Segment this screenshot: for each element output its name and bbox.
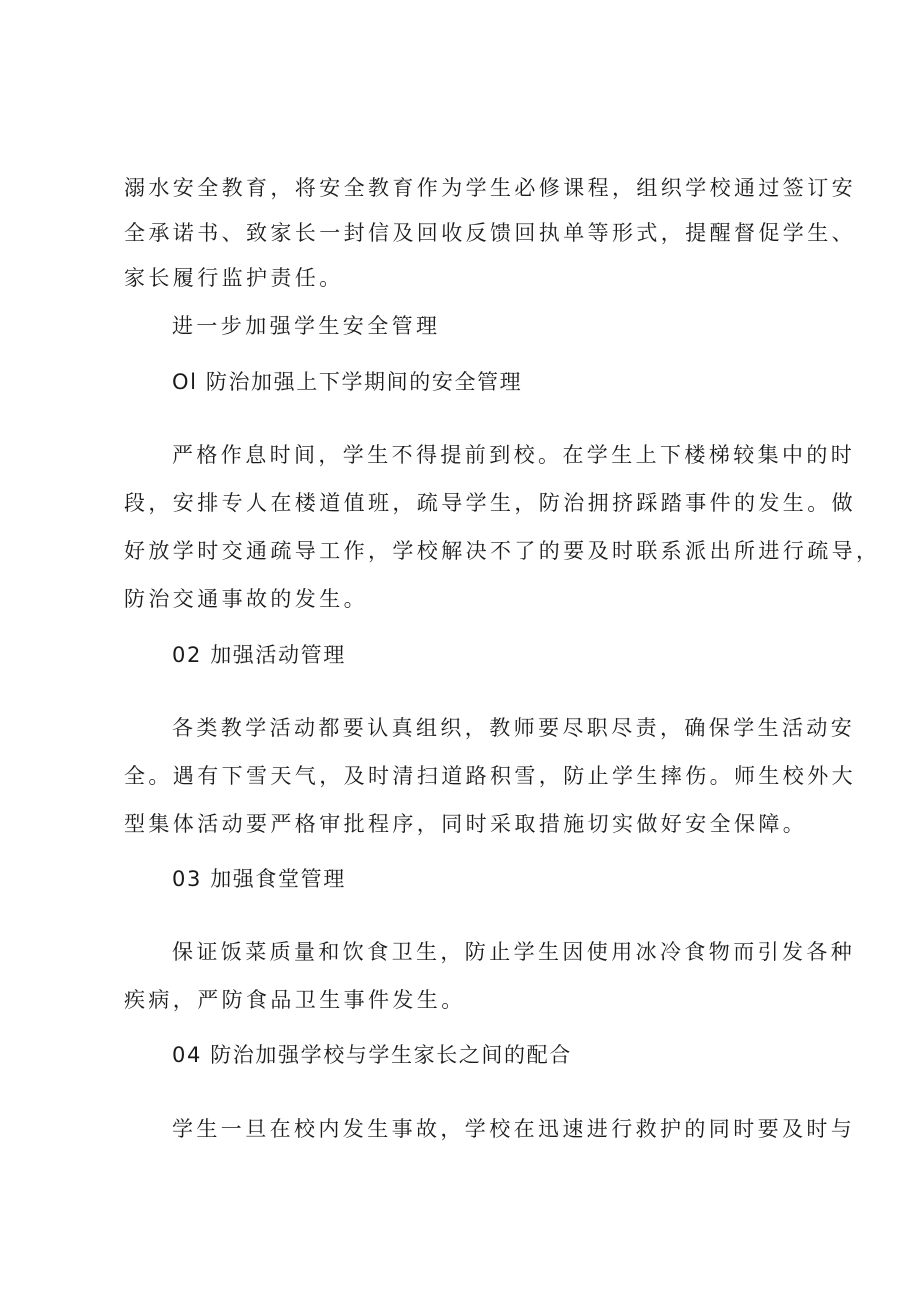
paragraph-line: 家长履行监护责任。 [124,266,344,290]
paragraph-line: 溺水安全教育，将安全教育作为学生必修课程，组织学校通过签订安 [124,176,856,200]
section-heading: 进一步加强学生安全管理 [172,314,441,338]
paragraph-line: 全承诺书、致家长一封信及回收反馈回执单等形式，提醒督促学生、 [124,221,856,245]
paragraph-line: 保证饭菜质量和饮食卫生，防止学生因使用冰冷食物而引发各种 [172,940,856,964]
paragraph-line: 段，安排专人在楼道值班，疏导学生，防治拥挤踩踏事件的发生。做 [124,491,856,515]
paragraph-line: 各类教学活动都要认真组织，教师要尽职尽责，确保学生活动安 [172,716,856,740]
paragraph-line: 全。遇有下雪天气，及时清扫道路积雪，防止学生摔伤。师生校外大 [124,764,856,788]
section-heading-02: 02 加强活动管理 [172,643,346,667]
paragraph-line: 好放学时交通疏导工作，学校解决不了的要及时联系派出所进行疏导， [124,539,881,563]
section-heading-03: 03 加强食堂管理 [172,867,346,891]
paragraph-line: 学生一旦在校内发生事故，学校在迅速进行救护的同时要及时与 [172,1117,856,1141]
paragraph-line: 严格作息时间，学生不得提前到校。在学生上下楼梯较集中的时 [172,443,856,467]
section-heading-01: Ol 防治加强上下学期间的安全管理 [172,370,523,394]
paragraph-line: 防治交通事故的发生。 [124,587,368,611]
paragraph-line: 型集体活动要严格审批程序，同时采取措施切实做好安全保障。 [124,812,808,836]
paragraph-line: 疾病，严防食品卫生事件发生。 [124,988,466,1012]
section-heading-04: 04 防治加强学校与学生家长之间的配合 [172,1043,572,1067]
